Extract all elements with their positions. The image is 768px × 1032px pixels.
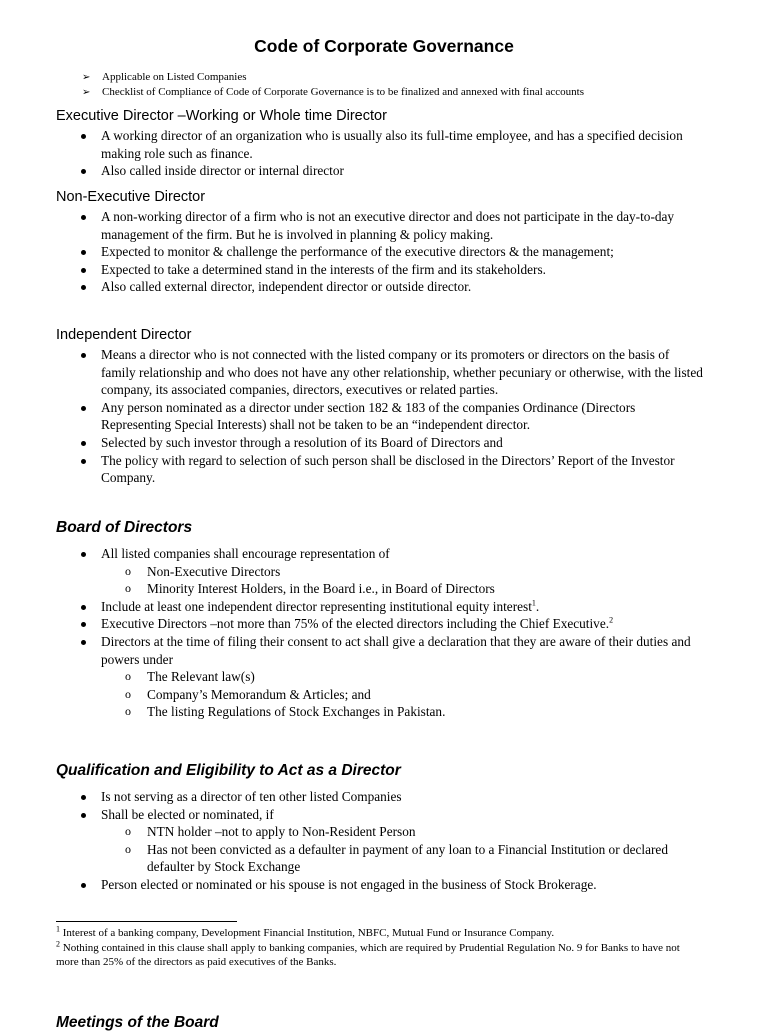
- sub-list-item: o NTN holder –not to apply to Non-Resident Person: [125, 824, 416, 840]
- list-item: Directors at the time of filing their consent to act shall give a declaration that they are aware of their duties and powers under: [78, 633, 703, 668]
- sub-list-item: o Company’s Memorandum & Articles; and: [125, 686, 371, 702]
- list-item: Any person nominated as a director under section 182 & 183 of the companies Ordinance (Directors Representing Special Interests) shall not be taken to be an “independent director.: [78, 399, 703, 434]
- list-item: A non-working director of a firm who is not an executive director and does not participate in the day-to-day management of the firm. But he is involved in planning & policy making.: [78, 208, 703, 243]
- bullet-icon: [81, 134, 86, 139]
- section-heading-non-executive-director: Non-Executive Director: [56, 189, 206, 205]
- list-item: The policy with regard to selection of such person shall be disclosed in the Directors’ Report of the Investor Company.: [78, 452, 703, 487]
- bullet-icon: [81, 406, 86, 411]
- circle-bullet-icon: o: [125, 686, 131, 701]
- bullet-icon: [81, 813, 86, 818]
- list-item: ➢ Applicable on Listed Companies: [82, 71, 247, 83]
- footnotes: [56, 926, 696, 970]
- list-item: All listed companies shall encourage representation of: [78, 545, 703, 563]
- list-item: Include at least one independent director representing institutional equity interest$^1$.: [78, 598, 703, 616]
- bullet-icon: [81, 795, 86, 800]
- bullet-icon: [81, 441, 86, 446]
- bullet-icon: [81, 459, 86, 464]
- section-heading-executive-director: Executive Director –Working or Whole time Director: [56, 108, 387, 124]
- bullet-icon: [81, 250, 86, 255]
- section-heading-independent-director: Independent Director: [56, 327, 192, 343]
- circle-bullet-icon: o: [125, 824, 131, 839]
- circle-bullet-icon: o: [125, 841, 131, 856]
- bullet-icon: [81, 622, 86, 627]
- circle-bullet-icon: o: [125, 563, 131, 578]
- bullet-icon: [81, 215, 86, 220]
- footnote-item: $^2$ Nothing contained in this clause shall apply to banking companies, which are required by Prudential Regulation No. 9 for Banks to have not more than 25% of the directors as paid executives of the Banks.: [56, 938, 680, 968]
- list-item: Person elected or nominated or his spouse is not engaged in the business of Stock Brokerage.: [78, 876, 703, 894]
- list-item: Shall be elected or nominated, if: [78, 806, 703, 824]
- bullet-icon: [81, 640, 86, 645]
- non-executive-director-list: [78, 208, 703, 296]
- list-item: Is not serving as a director of ten other listed Companies: [78, 788, 703, 806]
- circle-bullet-icon: o: [125, 581, 131, 596]
- list-item: A working director of an organization who is usually also its full-time employee, and has a specified decision making role such as finance.: [78, 127, 703, 162]
- sub-list-item: o Non-Executive Directors: [125, 563, 281, 579]
- bullet-icon: [81, 285, 86, 290]
- list-item: Executive Directors –not more than 75% of the elected directors including the Chief Executive.$^2$: [78, 615, 703, 633]
- footnote-separator: [56, 921, 237, 922]
- arrow-bullet-icon: ➢: [82, 87, 91, 98]
- footnote-ref: 2: [609, 615, 614, 625]
- footnote-ref: 1: [531, 598, 536, 608]
- sub-list-item: o Minority Interest Holders, in the Board i.e., in Board of Directors: [125, 581, 495, 597]
- list-item: Also called inside director or internal director: [78, 162, 703, 180]
- list-item: Expected to take a determined stand in the interests of the firm and its stakeholders.: [78, 261, 703, 279]
- intro-list: [82, 70, 584, 100]
- circle-bullet-icon: o: [125, 704, 131, 719]
- footnote-item: $^1$ Interest of a banking company, Development Financial Institution, NBFC, Mutual Fund or Insurance Company.: [56, 924, 555, 939]
- bullet-icon: [81, 268, 86, 273]
- section-heading-qualification: Qualification and Eligibility to Act as a Director: [56, 762, 401, 779]
- bullet-icon: [81, 552, 86, 557]
- list-item: Means a director who is not connected with the listed company or its promoters or directors on the basis of family relationship and who does not have any other relationship, whether pecuniary or otherwise, with the listed company, its associated companies, directors, executives or related parties.: [78, 346, 703, 399]
- bullet-icon: [81, 169, 86, 174]
- bullet-icon: [81, 605, 86, 610]
- circle-bullet-icon: o: [125, 669, 131, 684]
- page-title: Code of Corporate Governance: [254, 36, 514, 56]
- section-heading-meetings: Meetings of the Board: [56, 1014, 219, 1031]
- executive-director-list: [78, 127, 703, 180]
- sub-list-item: o The listing Regulations of Stock Exchanges in Pakistan.: [125, 704, 446, 720]
- sub-list-item: o The Relevant law(s): [125, 669, 255, 685]
- list-item: Also called external director, independent director or outside director.: [78, 278, 703, 296]
- qualification-list: [78, 788, 703, 894]
- sub-list-item: o Has not been convicted as a defaulter in payment of any loan to a Financial Institution or declared defaulter by Stock Exchange: [125, 841, 668, 875]
- section-heading-board-of-directors: Board of Directors: [56, 519, 193, 536]
- independent-director-list: [78, 346, 703, 487]
- list-item: ➢ Checklist of Compliance of Code of Corporate Governance is to be finalized and annexed with final accounts: [82, 86, 585, 98]
- list-item: Selected by such investor through a resolution of its Board of Directors and: [78, 434, 703, 452]
- arrow-bullet-icon: ➢: [82, 72, 91, 83]
- bullet-icon: [81, 883, 86, 888]
- bullet-icon: [81, 353, 86, 358]
- board-of-directors-list: [78, 545, 703, 721]
- list-item: Expected to monitor & challenge the performance of the executive directors & the management;: [78, 243, 703, 261]
